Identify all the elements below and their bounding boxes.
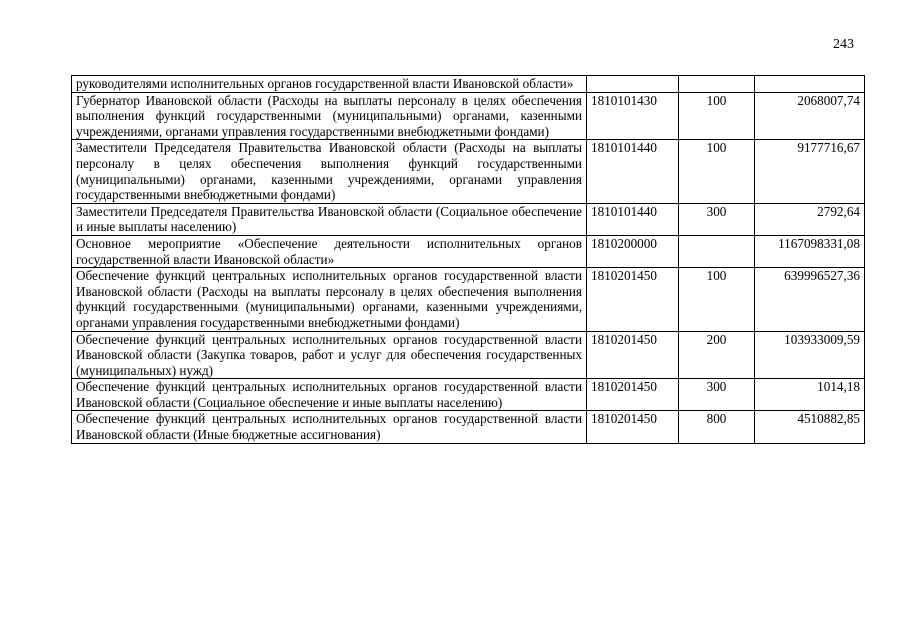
row-expense-type: 100 xyxy=(679,92,755,140)
table-row xyxy=(72,268,865,331)
row-target-code xyxy=(587,76,679,93)
row-target-code: 1810101440 xyxy=(587,140,679,203)
row-target-code: 1810101430 xyxy=(587,92,679,140)
table-row xyxy=(72,203,865,235)
row-description: Основное мероприятие «Обеспечение деятельности исполнительных органов государственной власти Ивановской области» xyxy=(72,235,587,267)
row-expense-type: 100 xyxy=(679,140,755,203)
row-amount: 9177716,67 xyxy=(755,140,865,203)
table-row xyxy=(72,140,865,203)
table-row xyxy=(72,379,865,411)
table-row xyxy=(72,235,865,267)
row-expense-type: 100 xyxy=(679,268,755,331)
row-amount: 103933009,59 xyxy=(755,331,865,379)
row-amount: 2792,64 xyxy=(755,203,865,235)
row-description: Заместители Председателя Правительства Ивановской области (Социальное обеспечение и иные выплаты населению) xyxy=(72,203,587,235)
row-expense-type xyxy=(679,76,755,93)
row-amount: 4510882,85 xyxy=(755,411,865,443)
row-expense-type xyxy=(679,235,755,267)
row-target-code: 1810201450 xyxy=(587,411,679,443)
row-expense-type: 300 xyxy=(679,379,755,411)
page-number: 243 xyxy=(833,37,854,52)
row-target-code: 1810200000 xyxy=(587,235,679,267)
table-row xyxy=(72,92,865,140)
budget-table xyxy=(71,75,865,444)
table-row xyxy=(72,411,865,443)
row-target-code: 1810101440 xyxy=(587,203,679,235)
row-target-code: 1810201450 xyxy=(587,379,679,411)
row-description: Губернатор Ивановской области (Расходы на выплаты персоналу в целях обеспечения выполнения функций государственными (муниципальными) органами, казенными учреждениями, органами управления государственными внебюджетными фондами) xyxy=(72,92,587,140)
row-description: Обеспечение функций центральных исполнительных органов государственной власти Ивановской области (Закупка товаров, работ и услуг для обеспечения государственных (муниципальных) нужд) xyxy=(72,331,587,379)
row-description: Обеспечение функций центральных исполнительных органов государственной власти Ивановской области (Расходы на выплаты персоналу в целях обеспечения выполнения функций государственными (муниципальными) органами, казенными учреждениями, органами управления государственными внебюджетными фондами) xyxy=(72,268,587,331)
row-target-code: 1810201450 xyxy=(587,268,679,331)
row-description: руководителями исполнительных органов государственной власти Ивановской области» xyxy=(72,76,587,93)
row-expense-type: 300 xyxy=(679,203,755,235)
row-description: Обеспечение функций центральных исполнительных органов государственной власти Ивановской области (Иные бюджетные ассигнования) xyxy=(72,411,587,443)
row-amount: 639996527,36 xyxy=(755,268,865,331)
row-amount: 2068007,74 xyxy=(755,92,865,140)
row-expense-type: 800 xyxy=(679,411,755,443)
row-amount: 1167098331,08 xyxy=(755,235,865,267)
row-amount: 1014,18 xyxy=(755,379,865,411)
table-row xyxy=(72,76,865,93)
row-amount xyxy=(755,76,865,93)
row-description: Заместители Председателя Правительства Ивановской области (Расходы на выплаты персоналу в целях обеспечения выполнения функций государственными (муниципальными) органами, казенными учреждениями, органами управления государственными внебюджетными фондами) xyxy=(72,140,587,203)
row-expense-type: 200 xyxy=(679,331,755,379)
row-target-code: 1810201450 xyxy=(587,331,679,379)
row-description: Обеспечение функций центральных исполнительных органов государственной власти Ивановской области (Социальное обеспечение и иные выплаты населению) xyxy=(72,379,587,411)
table-row xyxy=(72,331,865,379)
